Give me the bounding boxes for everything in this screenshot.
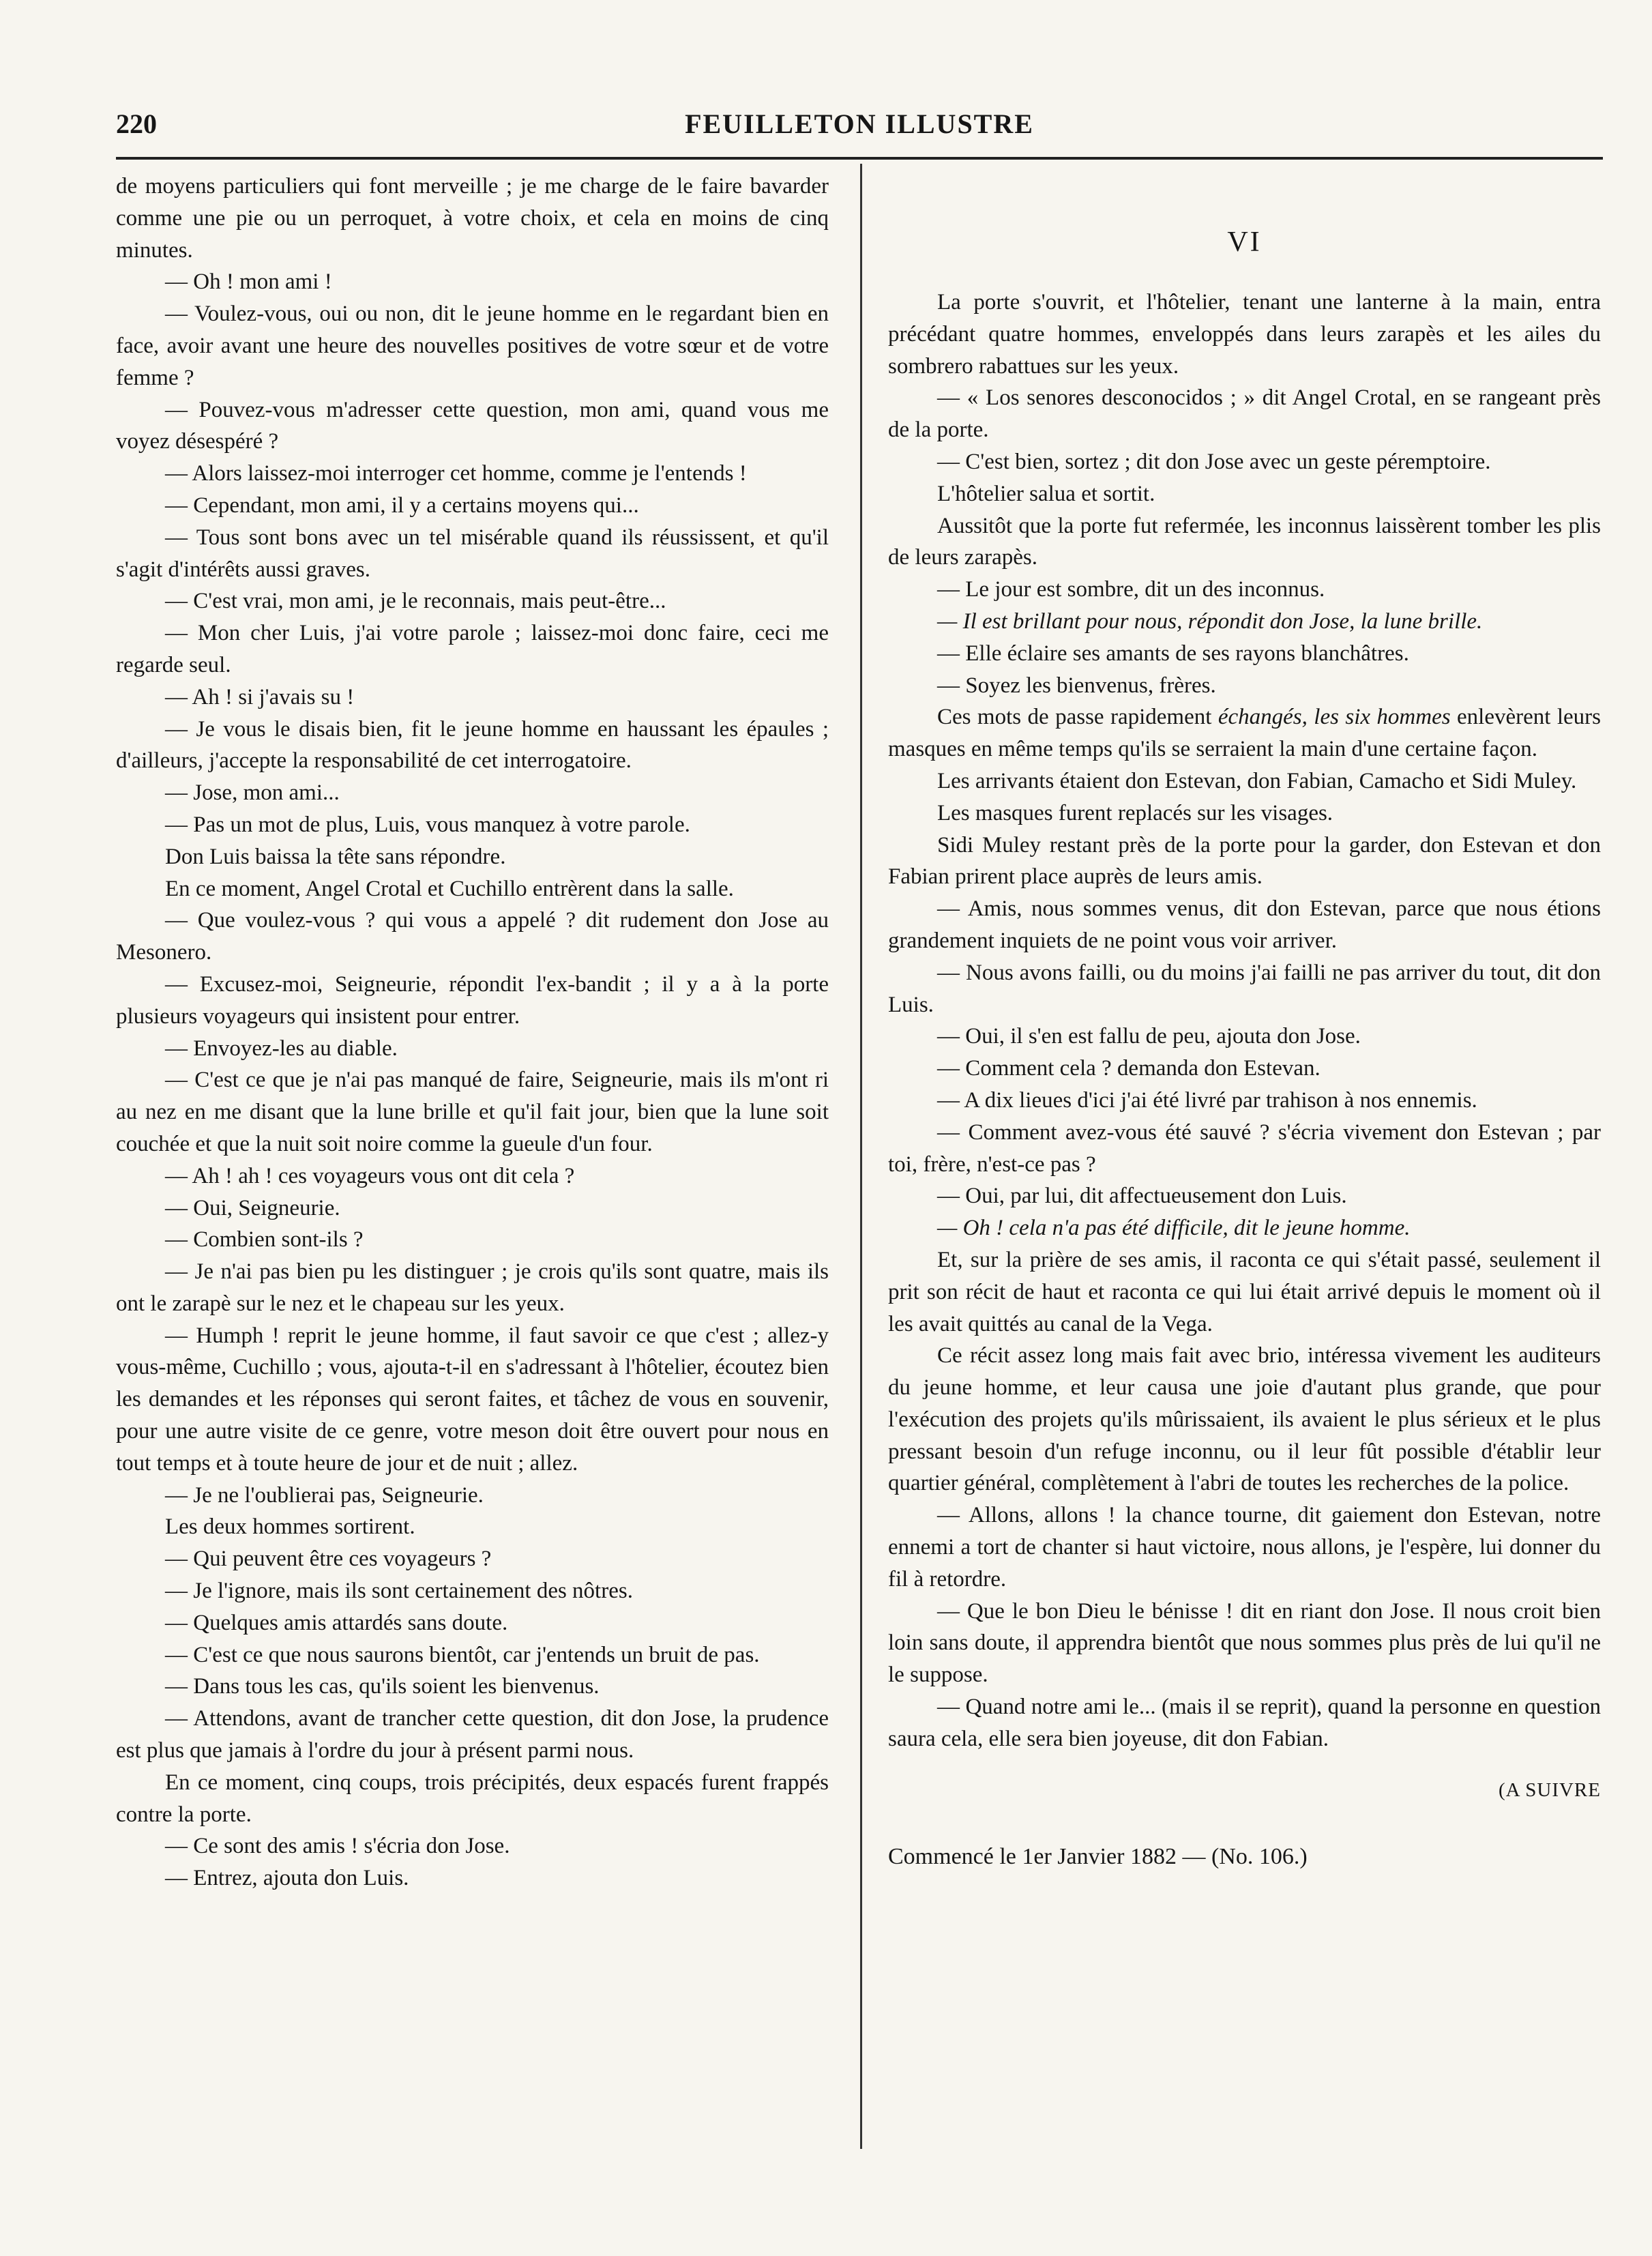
paragraph: — Pas un mot de plus, Luis, vous manquez à votre parole. (165, 812, 690, 837)
right-paragraphs-a (888, 287, 1601, 606)
paragraph: — C'est ce que je n'ai pas manqué de faire, Seigneurie, mais ils m'ont ri au nez en me disant que la lune brille et qu'il fait jour, bien que la lune soit couchée et que la nuit soit noire comme la gueule d'un four. (116, 1068, 829, 1156)
paragraph: — Cependant, mon ami, il y a certains moyens qui... (165, 493, 639, 518)
italic-line: — Il est brillant pour nous, répondit don Jose, la lune brille. (937, 609, 1483, 634)
paragraph: — Jose, mon ami... (165, 780, 340, 806)
paragraph: — Voulez-vous, oui ou non, dit le jeune homme en le regardant bien en face, avoir avant une heure des nouvelles positives de votre sœur et de votre femme ? (116, 302, 829, 390)
publication-title: FEUILLETON ILLUSTRE (685, 108, 1034, 139)
paragraph: — Attendons, avant de trancher cette question, dit don Jose, la prudence est plus que jamais à l'ordre du jour à présent parmi nous. (116, 1706, 829, 1763)
chapter-heading: VI (1227, 226, 1262, 258)
paragraph: — Oui, il s'en est fallu de peu, ajouta don Jose. (937, 1024, 1361, 1049)
paragraph: — « Los senores desconocidos ; » dit Angel Crotal, en se rangeant près de la porte. (888, 385, 1601, 443)
paragraph: — Quand notre ami le... (mais il se reprit), quand la personne en question saura cela, elle sera bien joyeuse, dit don Fabian. (888, 1695, 1601, 1751)
paragraph: — Allons, allons ! la chance tourne, dit gaiement don Estevan, notre ennemi a tort de chanter si haut victoire, nous allons, je l'espère, lui donner du fil à retordre. (888, 1503, 1601, 1592)
header-rule (116, 157, 1603, 160)
paragraph: — Pouvez-vous m'adresser cette question, mon ami, quand vous me voyez désespéré ? (116, 397, 829, 454)
paragraph: La porte s'ouvrit, et l'hôtelier, tenant une lanterne à la main, entra précédant quatre hommes, enveloppés dans leurs zarapès et les ailes du sombrero rabattues sur les yeux. (888, 290, 1601, 379)
paragraph: — Entrez, ajouta don Luis. (165, 1866, 409, 1891)
paragraph: — C'est ce que nous saurons bientôt, car j'entends un bruit de pas. (165, 1642, 760, 1667)
paragraph: — Oui, par lui, dit affectueusement don Luis. (937, 1184, 1347, 1209)
right-paragraphs-c (888, 765, 1601, 1212)
paragraph: En ce moment, Angel Crotal et Cuchillo entrèrent dans la salle. (165, 876, 734, 901)
paragraph: Les deux hommes sortirent. (165, 1514, 415, 1540)
paragraph: — Qui peuvent être ces voyageurs ? (165, 1547, 492, 1572)
right-paragraphs-d (888, 1244, 1601, 1755)
paragraph: — Soyez les bienvenus, frères. (937, 673, 1216, 698)
paragraph: — Que voulez-vous ? qui vous a appelé ? dit rudement don Jose au Mesonero. (116, 908, 829, 965)
left-column (116, 171, 829, 2156)
paragraph: — Je ne l'oublierai pas, Seigneurie. (165, 1482, 484, 1508)
paragraph: L'hôtelier salua et sortit. (937, 481, 1155, 506)
paragraph: — C'est vrai, mon ami, je le reconnais, mais peut-être... (165, 589, 666, 614)
paragraph: — Dans tous les cas, qu'ils soient les bienvenus. (165, 1674, 600, 1699)
paragraph: — Tous sont bons avec un tel misérable quand ils réussissent, et qu'il s'agit d'intérêts aussi graves. (116, 525, 829, 582)
page-header (116, 102, 1603, 143)
paragraph: — Humph ! reprit le jeune homme, il faut savoir ce que c'est ; allez-y vous-même, Cuchillo ; vous, ajouta-t-il en s'adressant à l'hôtelier, écoutez bien les demandes et les réponses qui seront faites, et tâchez de vous en souvenir, pour une autre visite de ce genre, votre meson doit être ouvert pour nous en tout temps et à toute heure de jour et de nuit ; allez. (116, 1323, 829, 1476)
paragraph: de moyens particuliers qui font merveille ; je me charge de le faire bavarder comme une pie ou un perroquet, à votre choix, et cela en moins de cinq minutes. (116, 174, 829, 263)
paragraph: — Le jour est sombre, dit un des inconnus. (937, 577, 1325, 602)
paragraph: — Ah ! si j'avais su ! (165, 684, 355, 709)
paragraph: — Ce sont des amis ! s'écria don Jose. (165, 1834, 510, 1859)
paragraph: — Comment avez-vous été sauvé ? s'écria vivement don Estevan ; par toi, frère, n'est-ce pas ? (888, 1119, 1601, 1177)
paragraph: — Elle éclaire ses amants de ses rayons blanchâtres. (937, 641, 1409, 666)
paragraph: Aussitôt que la porte fut refermée, les inconnus laissèrent tomber les plis de leurs zarapès. (888, 513, 1601, 570)
paragraph: — Combien sont-ils ? (165, 1227, 364, 1252)
paragraph: Les arrivants étaient don Estevan, don Fabian, Camacho et Sidi Muley. (937, 768, 1577, 793)
paragraph: — Nous avons failli, ou du moins j'ai failli ne pas arriver du tout, dit don Luis. (888, 960, 1601, 1017)
paragraph: — Amis, nous sommes venus, dit don Estevan, parce que nous étions grandement inquiets de ne point vous voir arriver. (888, 896, 1601, 953)
paragraph: — Envoyez-les au diable. (165, 1036, 398, 1061)
paragraph: — Que le bon Dieu le bénisse ! dit en riant don Jose. Il nous croit bien loin sans doute, il apprendra bientôt que nous sommes plus près de lui qu'il ne le suppose. (888, 1598, 1601, 1688)
right-column (888, 171, 1601, 2156)
page-number: 220 (116, 108, 157, 139)
paragraph (888, 701, 1601, 765)
to-be-continued: (A SUIVRE (1499, 1778, 1601, 1801)
paragraph: — Excusez-moi, Seigneurie, répondit l'ex-bandit ; il y a à la porte plusieurs voyageurs qui insistent pour entrer. (116, 971, 829, 1029)
italic-line: — Oh ! cela n'a pas été difficile, dit le jeune homme. (937, 1216, 1411, 1241)
column-divider (860, 164, 862, 2149)
paragraph: — Je n'ai pas bien pu les distinguer ; je crois qu'ils sont quatre, mais ils ont le zarapè sur le nez et le chapeau sur les yeux. (116, 1259, 829, 1316)
paragraph: — Quelques amis attardés sans doute. (165, 1610, 508, 1635)
paragraph: — Oh ! mon ami ! (165, 269, 332, 295)
paragraph: Ce récit assez long mais fait avec brio, intéressa vivement les auditeurs du jeune homme, et leur causa une joie d'autant plus grande, que pour l'exécution des projets qu'ils mûrissaient, ils avaient le plus sérieux et le plus pressant besoin d'un refuge inconnu, ou il leur fût possible d'établir leur quartier général, complètement à l'abri de toutes les recherches de la police. (888, 1343, 1601, 1496)
paragraph: — A dix lieues d'ici j'ai été livré par trahison à nos ennemis. (937, 1087, 1477, 1113)
right-paragraphs-b (888, 638, 1601, 702)
paragraph: — Mon cher Luis, j'ai votre parole ; laissez-moi donc faire, ceci me regarde seul. (116, 621, 829, 677)
paragraph: — Oui, Seigneurie. (165, 1195, 340, 1220)
paragraph: — Ah ! ah ! ces voyageurs vous ont dit cela ? (165, 1163, 575, 1188)
text-run: enlevèrent leurs masques en même temps qu'ils se serraient la main d'une certaine façon. (888, 705, 1601, 762)
paragraph: Et, sur la prière de ses amis, il raconta ce qui s'était passé, seulement il prit son récit de haut et raconta ce qui lui était arrivé depuis le moment où il les avait quittés au canal de la Vega. (888, 1247, 1601, 1336)
paragraph: Les masques furent replacés sur les visages. (937, 800, 1333, 825)
paragraph: Sidi Muley restant près de la porte pour la garder, don Estevan et don Fabian prirent place auprès de leurs amis. (888, 832, 1601, 890)
paragraph: Don Luis baissa la tête sans répondre. (165, 844, 506, 869)
paragraph: — Comment cela ? demanda don Estevan. (937, 1056, 1321, 1081)
paragraph: — Alors laissez-moi interroger cet homme, comme je l'entends ! (165, 461, 747, 486)
paragraph: — Je l'ignore, mais ils sont certainement des nôtres. (165, 1579, 633, 1604)
text-run: Ces mots de passe rapidement (937, 705, 1218, 730)
serial-footnote: Commencé le 1er Janvier 1882 — (No. 106.) (888, 1844, 1308, 1870)
paragraph: — C'est bien, sortez ; dit don Jose avec un geste péremptoire. (937, 449, 1491, 474)
italic-run: échangés, les six hommes (1218, 705, 1451, 730)
paragraph: En ce moment, cinq coups, trois précipités, deux espacés furent frappés contre la porte. (116, 1770, 829, 1827)
paragraph: — Je vous le disais bien, fit le jeune homme en haussant les épaules ; d'ailleurs, j'accepte la responsabilité de cet interrogatoire. (116, 716, 829, 774)
